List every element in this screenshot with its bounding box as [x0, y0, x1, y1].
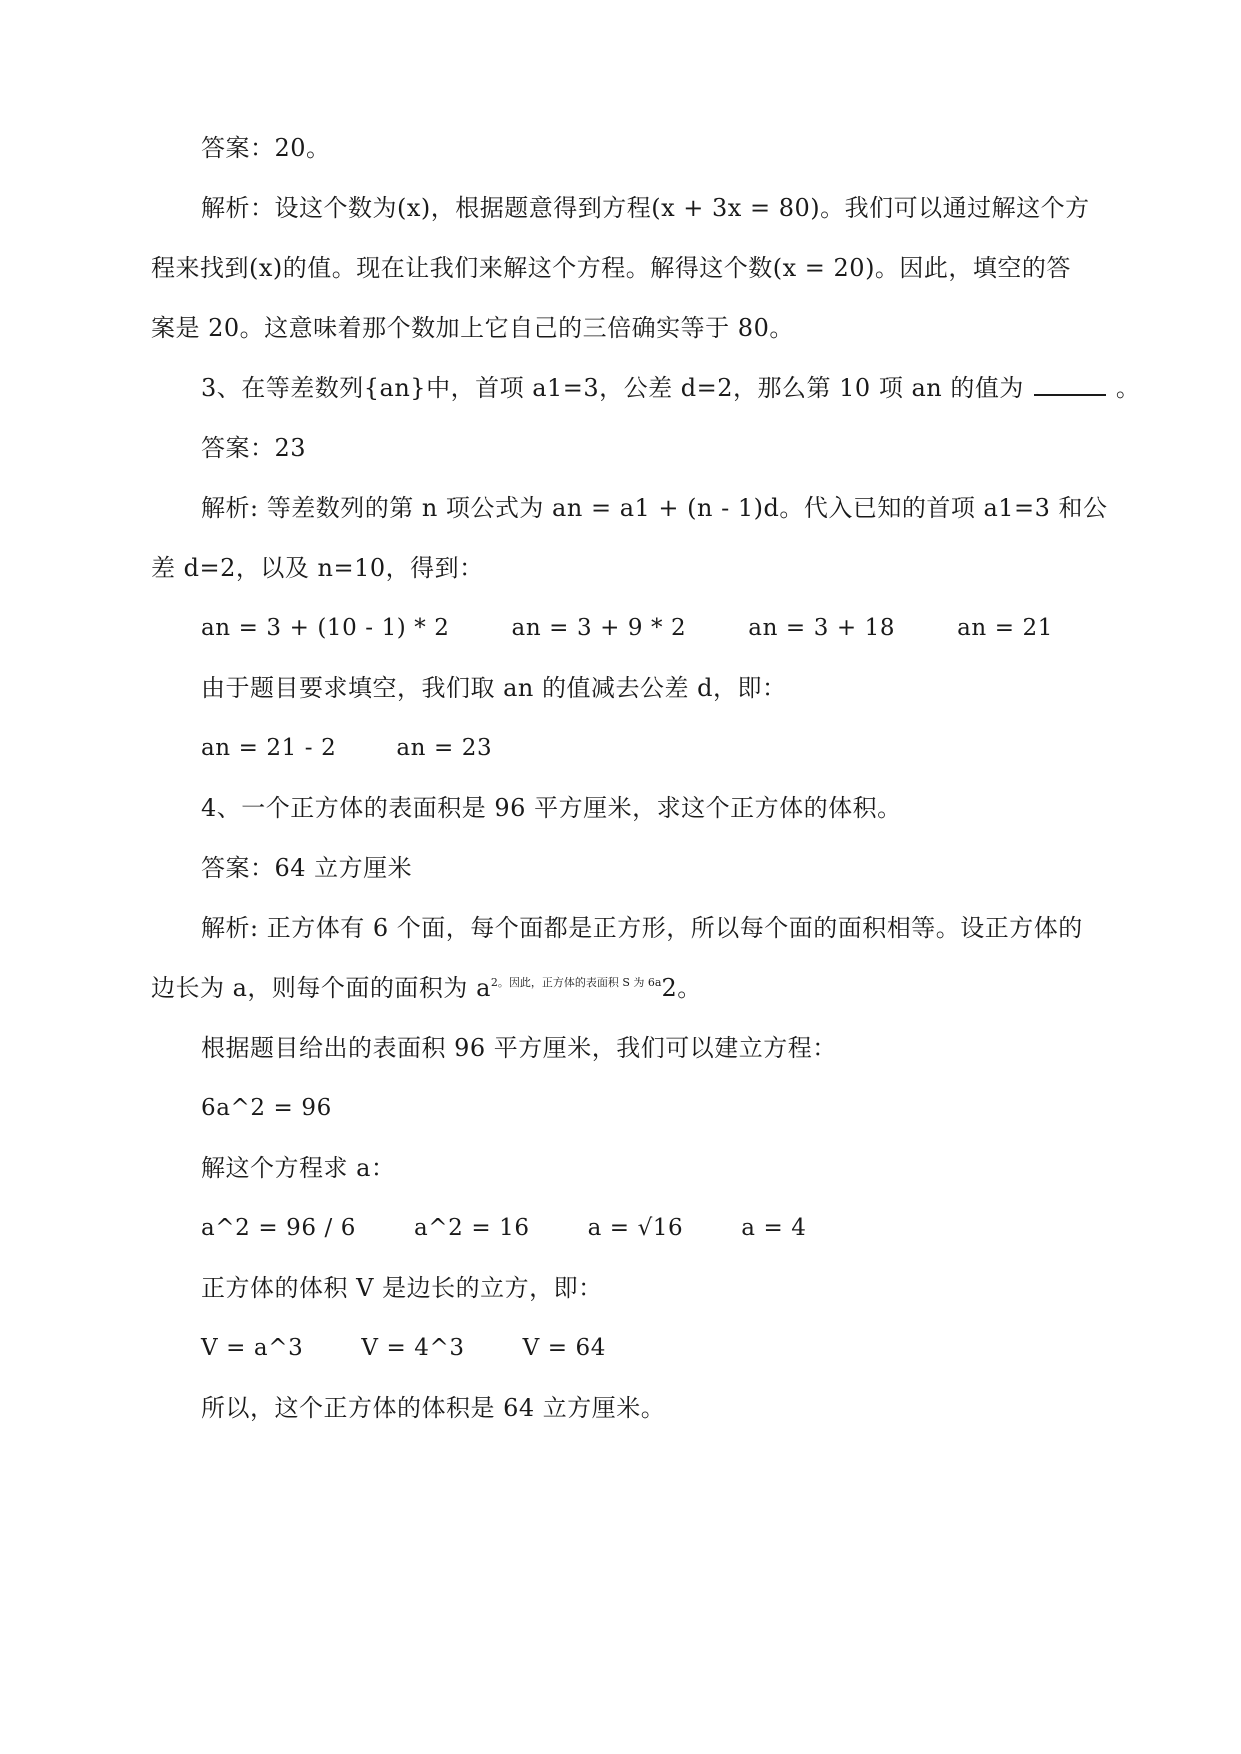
conclusion-line-q4: 所以，这个正方体的体积是 64 立方厘米。 — [201, 1394, 666, 1422]
equation-step-13: V = 64 — [522, 1335, 606, 1361]
answer-line-q3: 答案：23 — [201, 434, 307, 462]
analysis-line-q2-3: 案是 20。这意味着那个数加上它自己的三倍确实等于 80。 — [151, 314, 794, 342]
equation-step-1: an = 3 + (10 - 1) * 2 — [201, 615, 450, 641]
equation-row-q4-c — [201, 1331, 606, 1365]
analysis-line-q3-1: 解析: 等差数列的第 n 项公式为 an = a1 + (n - 1)d。代入已知的首项 a1=3 和公 — [201, 494, 1108, 522]
analysis-line-q4-2-text: 边长为 a，则每个面的面积为 a — [151, 974, 491, 1002]
tiny-note: 2。因此，正方体的表面积 S 为 6a — [490, 976, 662, 989]
equation-step-5: an = 21 - 2 — [201, 735, 337, 761]
equation-step-12: V = 4^3 — [361, 1335, 465, 1361]
equation-row-q3-b — [201, 731, 492, 765]
equation-step-8: a^2 = 16 — [413, 1215, 530, 1241]
analysis-line-q4-2 — [151, 971, 702, 1005]
equation-step-7: a^2 = 96 / 6 — [201, 1215, 356, 1241]
analysis-line-q4-5: 正方体的体积 V 是边长的立方，即： — [201, 1274, 603, 1302]
analysis-line-q4-3: 根据题目给出的表面积 96 平方厘米，我们可以建立方程： — [201, 1034, 837, 1062]
equation-row-q4-b — [201, 1211, 807, 1245]
analysis-line-q2-2: 程来找到(x)的值。现在让我们来解这个方程。解得这个数(x = 20)。因此，填空的答 — [151, 254, 1071, 282]
equation-step-9: a = √16 — [587, 1215, 684, 1241]
analysis-line-q2-1: 解析：设这个数为(x)，根据题意得到方程(x + 3x = 80)。我们可以通过解这个方 — [201, 194, 1090, 222]
equation-step-4: an = 21 — [957, 615, 1053, 641]
equation-step-6: an = 23 — [396, 735, 493, 761]
question-3 — [201, 371, 1140, 405]
analysis-line-q3-3: 由于题目要求填空，我们取 an 的值减去公差 d，即： — [201, 674, 787, 702]
equation-row-q3-a — [201, 611, 1053, 645]
equation-step-11: V = a^3 — [201, 1335, 304, 1361]
answer-line-q2: 答案：20。 — [201, 134, 331, 162]
analysis-line-q4-1: 解析: 正方体有 6 个面，每个面都是正方形，所以每个面的面积相等。设正方体的 — [201, 914, 1083, 942]
analysis-line-q3-2: 差 d=2，以及 n=10，得到： — [151, 554, 484, 582]
question-3-text: 3、在等差数列{an}中，首项 a1=3，公差 d=2，那么第 10 项 an 的值为 — [201, 374, 1024, 402]
equation-step-3: an = 3 + 18 — [748, 615, 896, 641]
equation-row-q4-a: 6a^2 = 96 — [201, 1095, 332, 1121]
equation-step-2: an = 3 + 9 * 2 — [511, 615, 687, 641]
question-4: 4、一个正方体的表面积是 96 平方厘米，求这个正方体的体积。 — [201, 794, 902, 822]
question-3-end: 。 — [1115, 374, 1141, 402]
analysis-line-q4-4: 解这个方程求 a： — [201, 1154, 396, 1182]
fill-blank — [1034, 374, 1106, 396]
answer-line-q4: 答案：64 立方厘米 — [201, 854, 413, 882]
analysis-line-q4-2-end: 2。 — [661, 974, 702, 1002]
equation-step-10: a = 4 — [741, 1215, 807, 1241]
